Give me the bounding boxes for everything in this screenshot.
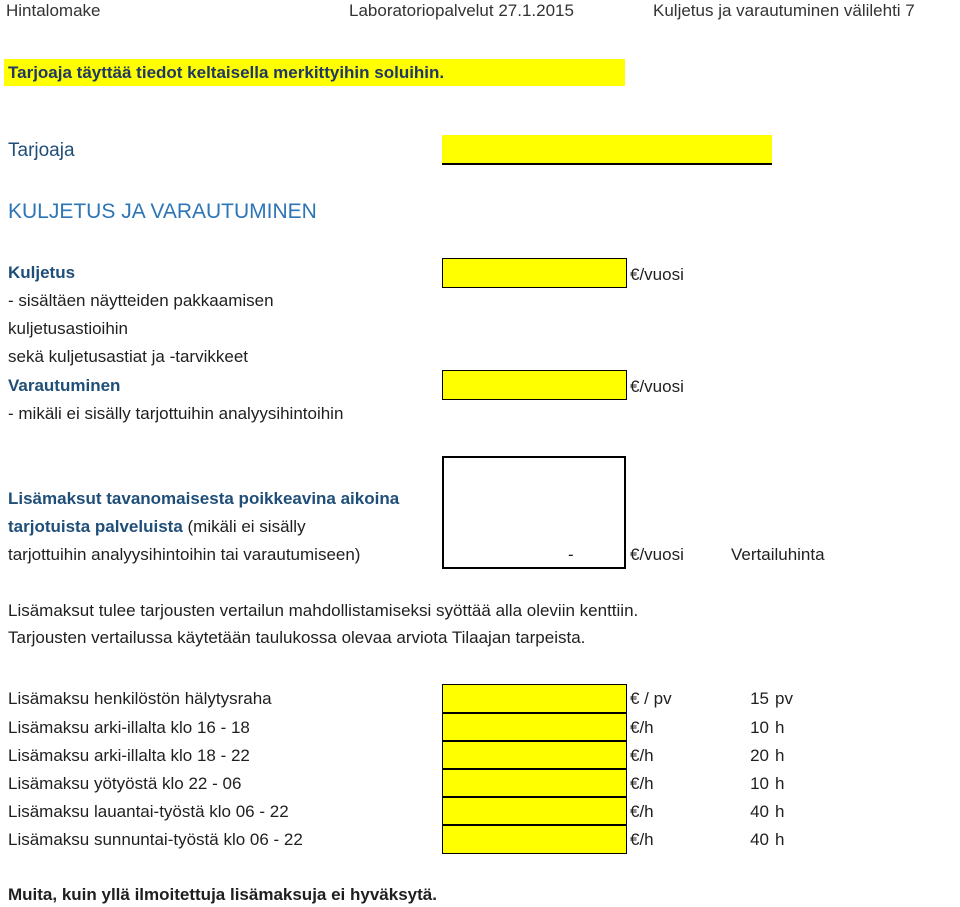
varautuminen-unit: €/vuosi xyxy=(630,377,684,396)
compare-price-unit: €/vuosi xyxy=(630,545,684,564)
surcharge-unit: €/h xyxy=(630,802,654,821)
surcharge-label: Lisämaksu henkilöstön hälytysraha xyxy=(8,689,272,708)
section-title: KULJETUS JA VARAUTUMINEN xyxy=(8,200,317,223)
varautuminen-label: Varautuminen xyxy=(8,376,121,395)
kuljetus-desc-1: - sisältäen näytteiden pakkaamisen xyxy=(8,291,274,310)
surcharge-qty: 15 xyxy=(750,689,769,708)
surcharge-qty: 40 xyxy=(750,830,769,849)
tarjoaja-label: Tarjoaja xyxy=(8,140,75,161)
surcharge-label: Lisämaksu lauantai-työstä klo 06 - 22 xyxy=(8,802,289,821)
surcharge-row xyxy=(0,713,960,741)
note-line-1: Lisämaksut tulee tarjousten vertailun mahdollistamiseksi syöttää alla oleviin kenttiin. xyxy=(8,601,639,620)
surcharge-label: Lisämaksu arki-illalta klo 16 - 18 xyxy=(8,718,250,737)
note-line-2: Tarjousten vertailussa käytetään taulukossa olevaa arviota Tilaajan tarpeista. xyxy=(8,628,586,647)
compare-price-value: - xyxy=(568,545,574,564)
lisamaksut-line-3: tarjottuihin analyysihintoihin tai varautumiseen) xyxy=(8,545,361,564)
surcharge-qty-unit: h xyxy=(775,718,785,737)
surcharge-row xyxy=(0,684,960,712)
tarjoaja-input[interactable] xyxy=(442,135,772,165)
surcharge-row xyxy=(0,825,960,853)
lisamaksut-line-1: Lisämaksut tavanomaisesta poikkeavina aikoina xyxy=(8,489,400,508)
compare-price-label: Vertailuhinta xyxy=(731,545,825,564)
surcharge-price-input[interactable] xyxy=(442,713,627,741)
surcharge-label: Lisämaksu yötyöstä klo 22 - 06 xyxy=(8,774,242,793)
kuljetus-desc-2: kuljetusastioihin xyxy=(8,319,129,338)
surcharge-price-input[interactable] xyxy=(442,769,627,797)
footer-note: Muita, kuin yllä ilmoitettuja lisämaksuja ei hyväksytä. xyxy=(8,885,437,904)
surcharge-unit: € / pv xyxy=(630,689,672,708)
header-center: Laboratoriopalvelut 27.1.2015 xyxy=(349,1,574,20)
surcharge-unit: €/h xyxy=(630,746,654,765)
surcharge-row xyxy=(0,741,960,769)
lisamaksut-line-2-rest: (mikäli ei sisälly xyxy=(182,517,306,536)
surcharge-row xyxy=(0,769,960,797)
compare-price-box xyxy=(442,456,626,569)
surcharge-qty-unit: h xyxy=(775,746,785,765)
surcharge-price-input[interactable] xyxy=(442,741,627,769)
varautuminen-price-input[interactable] xyxy=(442,370,627,400)
surcharge-label: Lisämaksu arki-illalta klo 18 - 22 xyxy=(8,746,250,765)
surcharge-qty: 10 xyxy=(750,718,769,737)
kuljetus-desc-3: sekä kuljetusastiat ja -tarvikkeet xyxy=(8,347,248,366)
surcharge-price-input[interactable] xyxy=(442,797,627,825)
surcharge-row xyxy=(0,797,960,825)
surcharge-unit: €/h xyxy=(630,718,654,737)
header-right: Kuljetus ja varautuminen välilehti 7 xyxy=(653,1,915,20)
surcharge-qty-unit: pv xyxy=(775,689,793,708)
kuljetus-unit: €/vuosi xyxy=(630,265,684,284)
header-left: Hintalomake xyxy=(6,1,101,20)
lisamaksut-line-2-bold: tarjotuista palveluista xyxy=(8,517,183,536)
surcharge-price-input[interactable] xyxy=(442,684,627,713)
surcharge-qty-unit: h xyxy=(775,830,785,849)
kuljetus-price-input[interactable] xyxy=(442,258,627,288)
surcharge-label: Lisämaksu sunnuntai-työstä klo 06 - 22 xyxy=(8,830,303,849)
surcharge-qty: 20 xyxy=(750,746,769,765)
surcharge-qty: 10 xyxy=(750,774,769,793)
surcharge-qty-unit: h xyxy=(775,802,785,821)
varautuminen-desc: - mikäli ei sisälly tarjottuihin analyysihintoihin xyxy=(8,404,344,423)
surcharge-qty: 40 xyxy=(750,802,769,821)
kuljetus-label: Kuljetus xyxy=(8,263,76,282)
surcharge-unit: €/h xyxy=(630,830,654,849)
surcharge-unit: €/h xyxy=(630,774,654,793)
instruction-text: Tarjoaja täyttää tiedot keltaisella merkittyihin soluihin. xyxy=(8,63,445,82)
surcharge-price-input[interactable] xyxy=(442,825,627,854)
surcharge-qty-unit: h xyxy=(775,774,785,793)
